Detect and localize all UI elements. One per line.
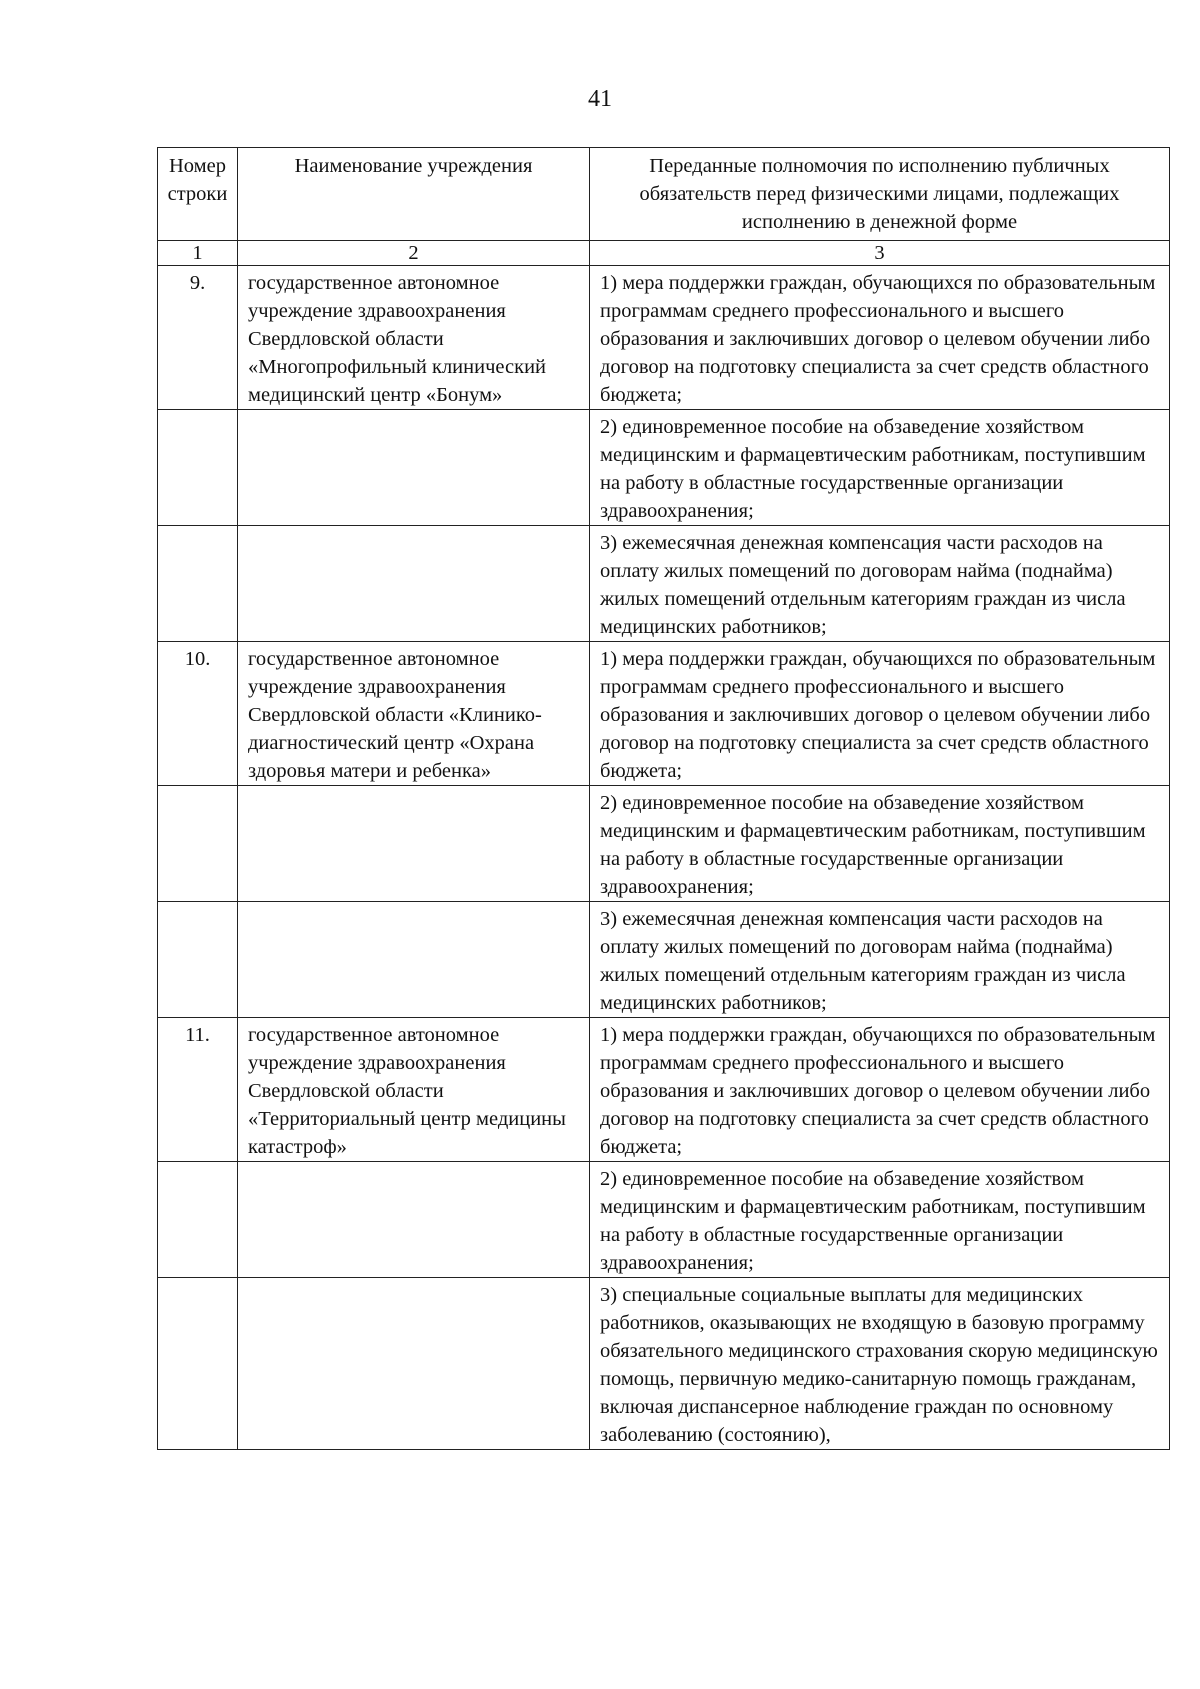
power-text: 1) мера поддержки граждан, обучающихся по образовательным программам среднего профессионального и высшего образования и заключивших договор о целевом обучении либо договор на подготовку специалиста за счет средств областного бюджета;: [600, 272, 1156, 406]
table-row: [158, 526, 1170, 642]
table-row: [158, 266, 1170, 410]
row-number: 10.: [158, 642, 238, 786]
table-row: [158, 902, 1170, 1018]
institution-name-continuation: [238, 786, 590, 902]
power-item: [590, 526, 1170, 642]
header-institution-name: Наименование учреждения: [238, 148, 590, 241]
power-item: [590, 410, 1170, 526]
power-text: 3) ежемесячная денежная компенсация части расходов на оплату жилых помещений по договорам найма (поднайма) жилых помещений отдельным категориям граждан из числа медицинских работников;: [600, 908, 1126, 1014]
row-number-continuation: [158, 1162, 238, 1278]
table-header-row: [158, 148, 1170, 241]
table-row: [158, 786, 1170, 902]
column-number-row: [158, 241, 1170, 266]
table-row: [158, 642, 1170, 786]
column-number: 2: [238, 241, 590, 266]
institution-name: государственное автономное учреждение здравоохранения Свердловской области «Территориальный центр медицины катастроф»: [238, 1018, 590, 1162]
row-number: 11.: [158, 1018, 238, 1162]
row-number-continuation: [158, 902, 238, 1018]
institution-name: государственное автономное учреждение здравоохранения Свердловской области «Многопрофильный клинический медицинский центр «Бонум»: [238, 266, 590, 410]
column-number: 3: [590, 241, 1170, 266]
header-row-number: Номер строки: [158, 148, 238, 241]
institution-name-continuation: [238, 410, 590, 526]
power-item: [590, 1278, 1170, 1450]
institutions-table: [157, 147, 1170, 1450]
table-row: [158, 1278, 1170, 1450]
power-item: [590, 1018, 1170, 1162]
power-text: 3) ежемесячная денежная компенсация части расходов на оплату жилых помещений по договорам найма (поднайма) жилых помещений отдельным категориям граждан из числа медицинских работников;: [600, 532, 1126, 638]
power-item: [590, 902, 1170, 1018]
power-item: [590, 1162, 1170, 1278]
institution-name-continuation: [238, 1162, 590, 1278]
power-text: 3) специальные социальные выплаты для медицинских работников, оказывающих не входящую в базовую программу обязательного медицинского страхования скорую медицинскую помощь, первичную медико-санитарную помощь гражданам, включая диспансерное наблюдение граждан по основному заболеванию (состоянию),: [600, 1284, 1158, 1446]
institution-name: государственное автономное учреждение здравоохранения Свердловской области «Клинико-диагностический центр «Охрана здоровья матери и ребенка»: [238, 642, 590, 786]
row-number: 9.: [158, 266, 238, 410]
power-text: 2) единовременное пособие на обзаведение хозяйством медицинским и фармацевтическим работникам, поступившим на работу в областные государственные организации здравоохранения;: [600, 792, 1146, 898]
column-number: 1: [158, 241, 238, 266]
power-text: 1) мера поддержки граждан, обучающихся по образовательным программам среднего профессионального и высшего образования и заключивших договор о целевом обучении либо договор на подготовку специалиста за счет средств областного бюджета;: [600, 648, 1156, 782]
table-row: [158, 1162, 1170, 1278]
row-number-continuation: [158, 786, 238, 902]
table-row: [158, 410, 1170, 526]
power-item: [590, 642, 1170, 786]
power-item: [590, 266, 1170, 410]
header-transferred-powers: Переданные полномочия по исполнению публичных обязательств перед физическими лицами, подлежащих исполнению в денежной форме: [590, 148, 1170, 241]
institution-name-continuation: [238, 1278, 590, 1450]
table-row: [158, 1018, 1170, 1162]
row-number-continuation: [158, 526, 238, 642]
power-item: [590, 786, 1170, 902]
power-text: 1) мера поддержки граждан, обучающихся по образовательным программам среднего профессионального и высшего образования и заключивших договор о целевом обучении либо договор на подготовку специалиста за счет средств областного бюджета;: [600, 1024, 1156, 1158]
page-number: 41: [588, 86, 612, 112]
row-number-continuation: [158, 1278, 238, 1450]
institution-name-continuation: [238, 902, 590, 1018]
power-text: 2) единовременное пособие на обзаведение хозяйством медицинским и фармацевтическим работникам, поступившим на работу в областные государственные организации здравоохранения;: [600, 1168, 1146, 1274]
power-text: 2) единовременное пособие на обзаведение хозяйством медицинским и фармацевтическим работникам, поступившим на работу в областные государственные организации здравоохранения;: [600, 416, 1146, 522]
row-number-continuation: [158, 410, 238, 526]
institution-name-continuation: [238, 526, 590, 642]
